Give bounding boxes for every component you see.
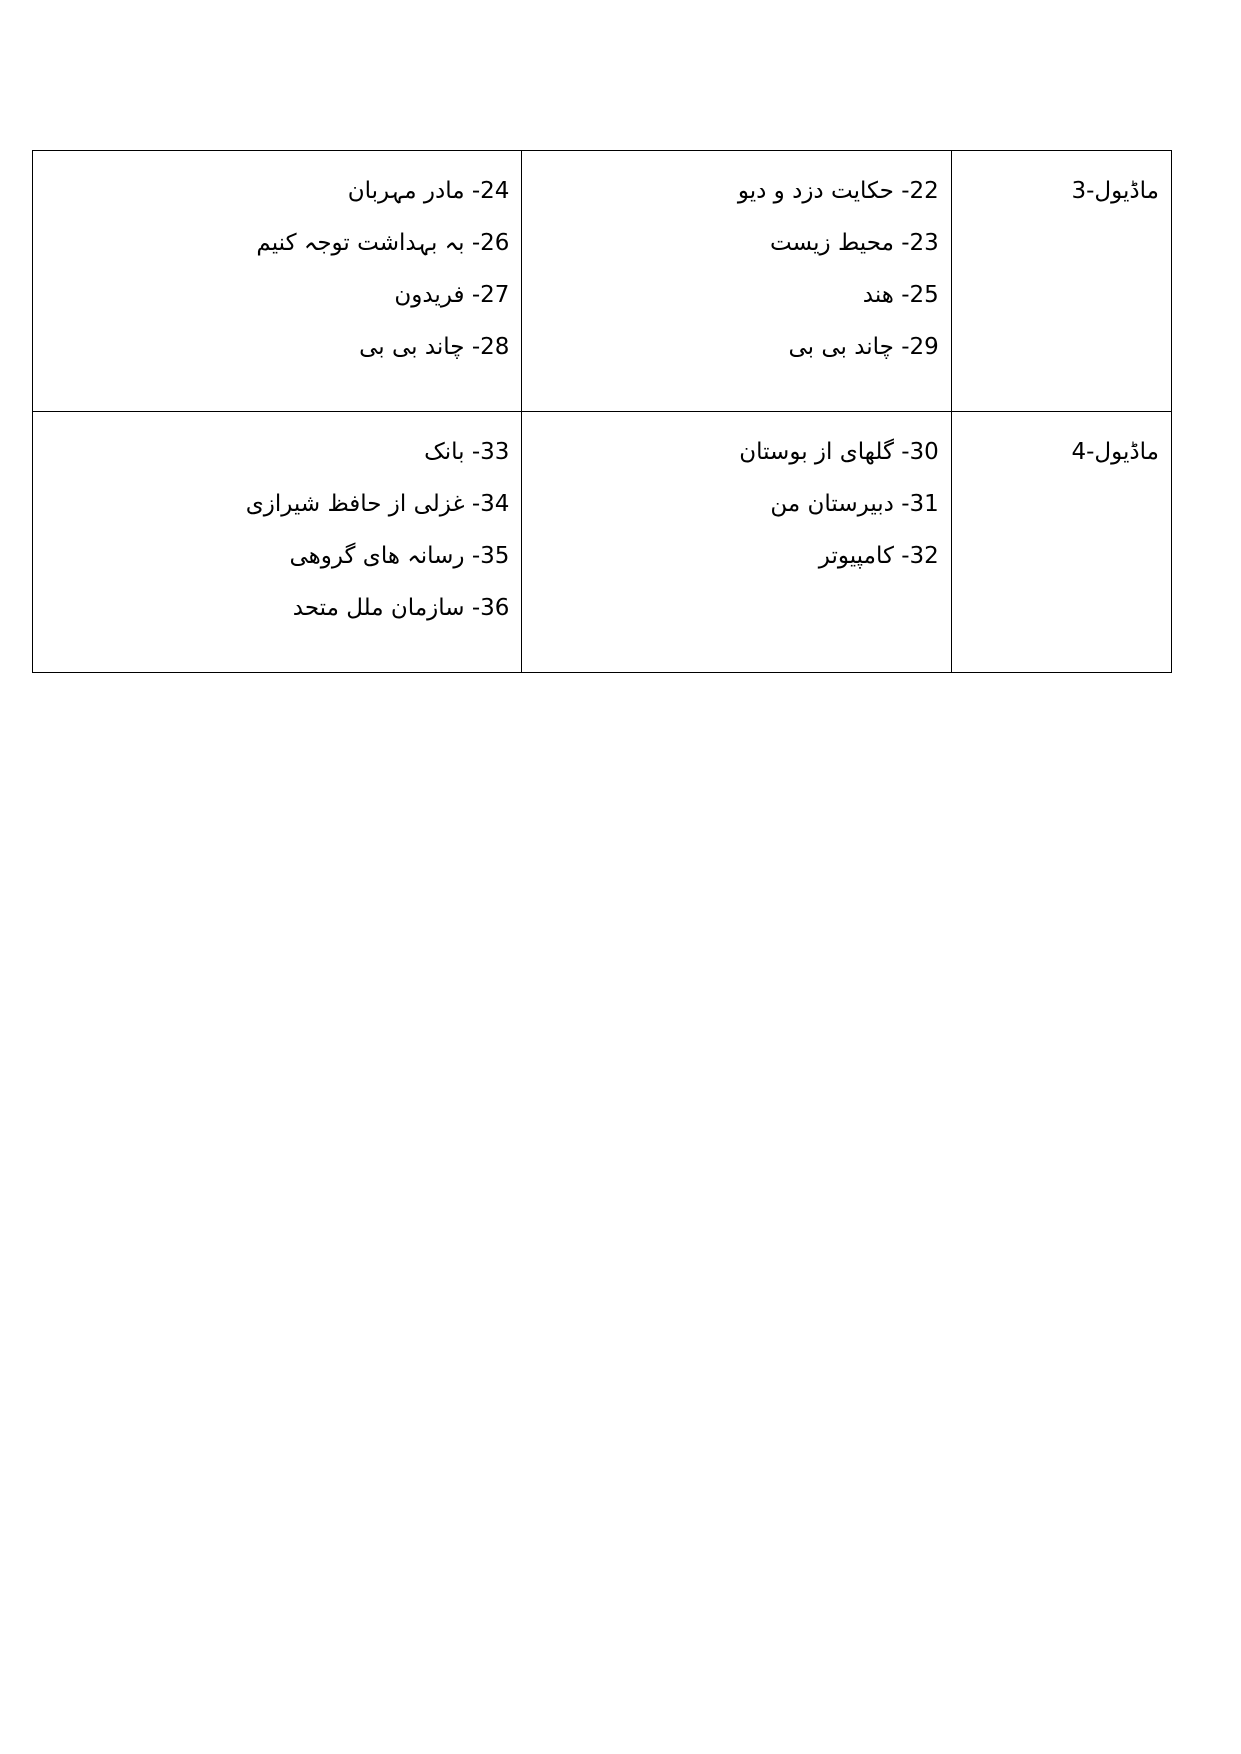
module-3-lessons-middle <box>522 151 951 412</box>
lesson-32: 32- کامپیوتر <box>818 543 939 569</box>
module-4-row <box>33 412 1172 673</box>
lesson-22: 22- حکایت دزد و دیو <box>737 178 939 204</box>
lesson-35: 35- رسانہ ھای گروھی <box>289 543 510 569</box>
module-3-label-cell <box>951 151 1171 412</box>
lesson-23: 23- محیط زیست <box>770 230 939 256</box>
syllabus-table <box>32 150 1172 673</box>
module-4-label-cell <box>951 412 1171 673</box>
lesson-36: 36- سازمان ملل متحد <box>292 595 510 621</box>
lesson-30: 30- گلھای از بوستان <box>739 439 939 465</box>
lesson-29: 29- چاند بی بی <box>788 334 939 360</box>
lesson-28: 28- چاند بی بی <box>359 334 510 360</box>
module-4-lessons-left <box>33 412 522 673</box>
lesson-34: 34- غزلی از حافظ شیرازی <box>245 491 510 517</box>
lesson-25: 25- ھند <box>862 282 939 308</box>
lesson-33: 33- بانک <box>424 439 510 465</box>
module-4-lessons-middle <box>522 412 951 673</box>
module-3-lessons-left <box>33 151 522 412</box>
lesson-31: 31- دبیرستان من <box>770 491 939 517</box>
lesson-26: 26- بہ بہداشت توجہ کنیم <box>256 230 510 256</box>
module-4-label: ماڈیول-4 <box>1071 439 1159 465</box>
module-3-label: ماڈیول-3 <box>1071 178 1159 204</box>
lesson-27: 27- فریدون <box>394 282 510 308</box>
lesson-24: 24- مادر مہربان <box>347 178 510 204</box>
module-3-row <box>33 151 1172 412</box>
